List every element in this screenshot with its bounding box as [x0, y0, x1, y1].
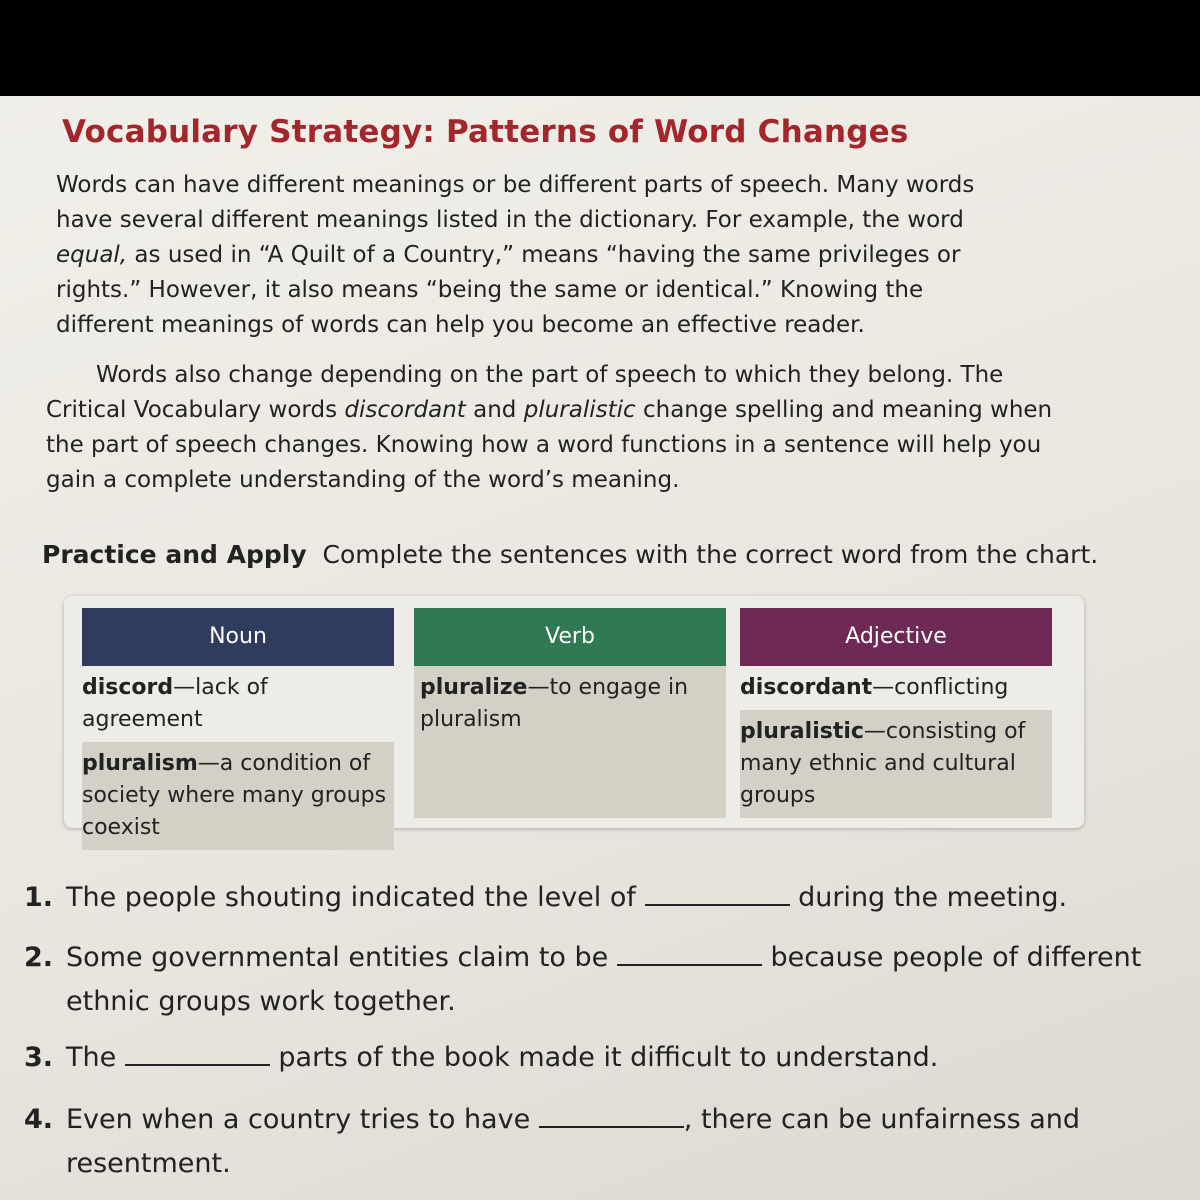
adjective-column — [740, 608, 1052, 818]
second-text-2: change spelling and meaning when the part of speech changes. Knowing how a word functions in a sentence will help you gain a complete understanding of the word’s meaning. — [46, 397, 1053, 493]
adjective-row-discordant — [740, 666, 1052, 710]
noun-row-discord — [82, 666, 394, 742]
question-2 — [24, 936, 1144, 1024]
adjective-word-discordant: discordant — [740, 675, 873, 700]
adjective-row-pluralistic — [740, 710, 1052, 818]
question-text-after: parts of the book made it difficult to understand. — [278, 1042, 939, 1073]
question-text-after: , there can be unfairness and — [683, 1104, 1081, 1135]
answer-blank-1[interactable] — [645, 884, 790, 906]
question-text-before: Even when a country tries to have — [66, 1104, 531, 1135]
noun-word-pluralism: pluralism — [82, 751, 198, 776]
answer-blank-4[interactable] — [539, 1106, 684, 1128]
noun-row-pluralism — [82, 742, 394, 850]
second-text-1: Words also change depending on the part of speech to which they belong. The Critical Vocabulary words — [46, 362, 1004, 423]
second-paragraph — [46, 358, 1056, 498]
noun-column — [82, 608, 394, 850]
intro-paragraph — [56, 168, 1016, 343]
intro-text-1: Words can have different meanings or be different parts of speech. Many words have several different meanings listed in the dictionary. For example, the word — [56, 172, 975, 233]
noun-def-discord: —lack of agreement — [82, 675, 268, 732]
practice-label: Practice and Apply — [42, 540, 307, 569]
question-number: 2. — [24, 942, 54, 973]
noun-def-pluralism: —a condition of society where many groups coexist — [82, 751, 387, 840]
verb-column — [414, 608, 726, 818]
adjective-word-pluralistic: pluralistic — [740, 719, 864, 744]
noun-header: Noun — [82, 608, 394, 666]
question-text-before: Some governmental entities claim to be — [66, 942, 609, 973]
question-3 — [24, 1036, 1144, 1080]
practice-text: Complete the sentences with the correct word from the chart. — [322, 540, 1099, 569]
verb-header: Verb — [414, 608, 726, 666]
question-1 — [24, 876, 1144, 920]
adjective-def-discordant: —conflicting — [872, 675, 1009, 700]
adjective-def-pluralistic: —consisting of many ethnic and cultural groups — [740, 719, 1026, 808]
noun-word-discord: discord — [82, 675, 174, 700]
answer-blank-3[interactable] — [125, 1044, 270, 1066]
second-and: and — [465, 397, 524, 423]
question-text-after: because people of different — [770, 942, 1142, 973]
question-text-continued: resentment. — [66, 1148, 231, 1179]
question-number: 1. — [24, 882, 54, 913]
textbook-page — [0, 96, 1200, 1200]
question-number: 4. — [24, 1104, 54, 1135]
italic-discordant: discordant — [344, 397, 466, 423]
adjective-header: Adjective — [740, 608, 1052, 666]
practice-instructions — [42, 540, 1098, 569]
question-text-after: during the meeting. — [798, 882, 1068, 913]
intro-italic-word: equal, — [56, 242, 128, 268]
intro-text-2: as used in “A Quilt of a Country,” means “having the same privileges or rights.” However, it also means “being the same or identical.” Knowing the different meanings of words can help you become an effective reader. — [56, 242, 961, 338]
word-chart — [64, 596, 1084, 840]
verb-word-pluralize: pluralize — [420, 675, 528, 700]
verb-def-pluralize: —to engage in pluralism — [420, 675, 689, 732]
question-4 — [24, 1098, 1144, 1186]
question-text-continued: ethnic groups work together. — [66, 986, 456, 1017]
italic-pluralistic: pluralistic — [523, 397, 636, 423]
question-text-before: The people shouting indicated the level of — [66, 882, 636, 913]
question-text-before: The — [66, 1042, 117, 1073]
answer-blank-2[interactable] — [617, 944, 762, 966]
page-title: Vocabulary Strategy: Patterns of Word Changes — [62, 114, 909, 150]
question-number: 3. — [24, 1042, 54, 1073]
verb-row-pluralize — [414, 666, 726, 818]
